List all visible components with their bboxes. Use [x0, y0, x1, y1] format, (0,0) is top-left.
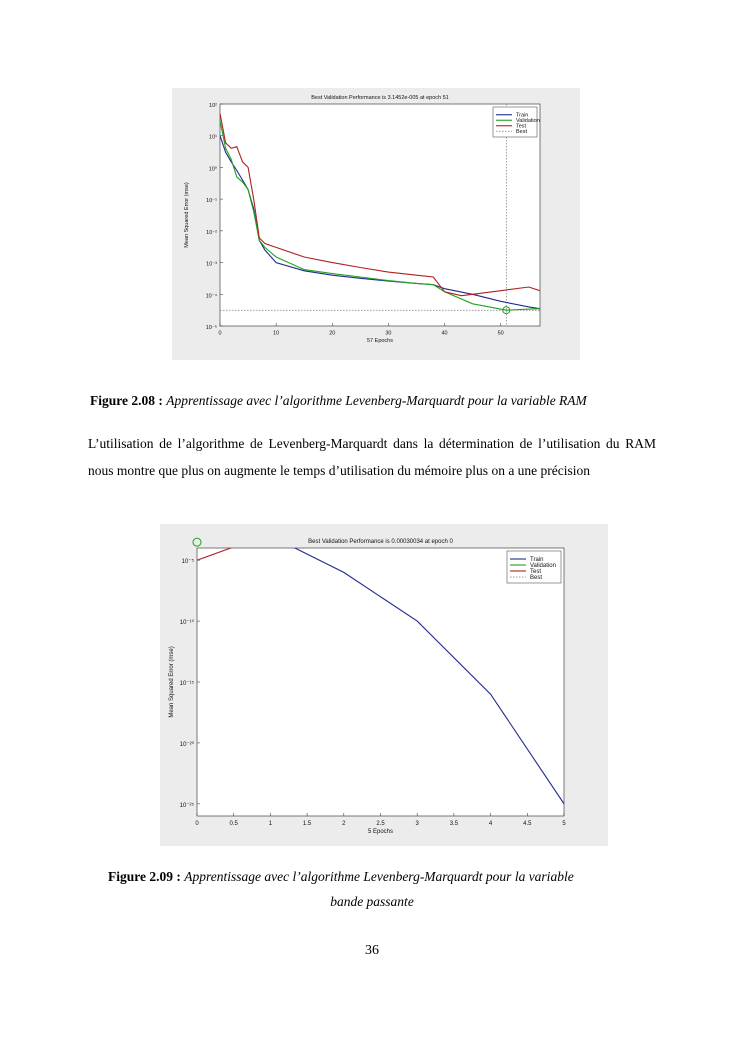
- y-axis-label: Mean Squared Error (mse): [169, 646, 175, 718]
- x-tick-label: 0: [195, 821, 199, 827]
- figure-2-08-label: Figure 2.08 :: [90, 393, 163, 408]
- y-tick-label: 10⁻¹⁰: [179, 620, 194, 627]
- figure-2-09-text-line2: bande passante: [330, 894, 414, 909]
- x-axis-label: 57 Epochs: [367, 338, 393, 344]
- figure-2-09-label: Figure 2.09 :: [108, 869, 181, 884]
- legend-label-validation: Validation: [530, 563, 556, 570]
- x-tick-label: 0: [218, 330, 222, 337]
- y-axis-label: Mean Squared Error (mse): [184, 182, 190, 248]
- y-tick-label: 10²: [209, 103, 217, 109]
- figure-2-08-text: Apprentissage avec l’algorithme Levenberg-Marquardt pour la variable RAM: [166, 393, 587, 408]
- figure-2-08-caption: [90, 392, 670, 410]
- y-tick-label: 10⁻³: [206, 261, 217, 268]
- x-tick-label: 2: [342, 821, 346, 827]
- legend-label-best: Best: [516, 129, 528, 136]
- chart-ram-training: [172, 88, 580, 360]
- y-tick-label: 10⁻¹⁵: [179, 681, 194, 687]
- page-number: 36: [365, 943, 379, 958]
- x-tick-label: 40: [441, 330, 448, 337]
- legend-label-validation: Validation: [516, 118, 540, 125]
- y-tick-label: 10⁰: [208, 166, 217, 173]
- plot-area: [197, 548, 564, 816]
- x-axis-label: 5 Epochs: [367, 829, 394, 835]
- y-tick-label: 10⁻⁵: [205, 325, 217, 331]
- figure-2-09-caption-line2: [0, 893, 744, 911]
- y-tick-label: 10¹: [209, 134, 217, 141]
- x-tick-label: 3.5: [449, 821, 459, 827]
- legend-label-test: Test: [530, 569, 542, 576]
- chart-title: Best Validation Performance is 0.00030034 at epoch 0: [308, 539, 453, 545]
- chart-bandwidth-training: [160, 524, 608, 846]
- body-paragraph: L’utilisation de l’algorithme de Levenberg-Marquardt dans la détermination de l’utilisation du RAM nous montre que plus on augmente le temps d’utilisation du mémoire plus on a une précision: [88, 436, 656, 478]
- x-tick-label: 4.5: [523, 821, 532, 827]
- y-tick-label: 10⁻²⁵: [179, 802, 194, 809]
- x-tick-label: 4: [488, 821, 493, 827]
- legend-label-test: Test: [516, 123, 527, 130]
- y-tick-label: 10⁻⁵: [181, 559, 194, 566]
- plot-area: [220, 104, 540, 326]
- y-tick-label: 10⁻²: [206, 229, 217, 236]
- x-tick-label: 5: [562, 821, 566, 827]
- legend-label-best: Best: [530, 575, 543, 582]
- y-tick-label: 10⁻¹: [206, 198, 217, 205]
- x-tick-label: 1: [268, 821, 273, 827]
- figure-2-09-text-line1: Apprentissage avec l’algorithme Levenberg-Marquardt pour la variable: [184, 869, 574, 884]
- legend-label-train: Train: [516, 112, 529, 119]
- x-tick-label: 0.5: [229, 821, 238, 827]
- x-tick-label: 1.5: [302, 821, 312, 827]
- figure-2-09-caption: [108, 868, 648, 886]
- y-tick-label: 10⁻⁴: [205, 293, 217, 300]
- x-tick-label: 2.5: [376, 821, 385, 827]
- x-tick-label: 50: [497, 330, 504, 337]
- x-tick-label: 20: [329, 330, 336, 337]
- chart-title: Best Validation Performance is 3.1452e-005 at epoch 51: [311, 95, 449, 101]
- x-tick-label: 10: [273, 330, 280, 337]
- x-tick-label: 3: [415, 821, 419, 827]
- y-tick-label: 10⁻²⁰: [179, 741, 194, 748]
- x-tick-label: 30: [385, 330, 392, 337]
- legend-label-train: Train: [530, 557, 544, 564]
